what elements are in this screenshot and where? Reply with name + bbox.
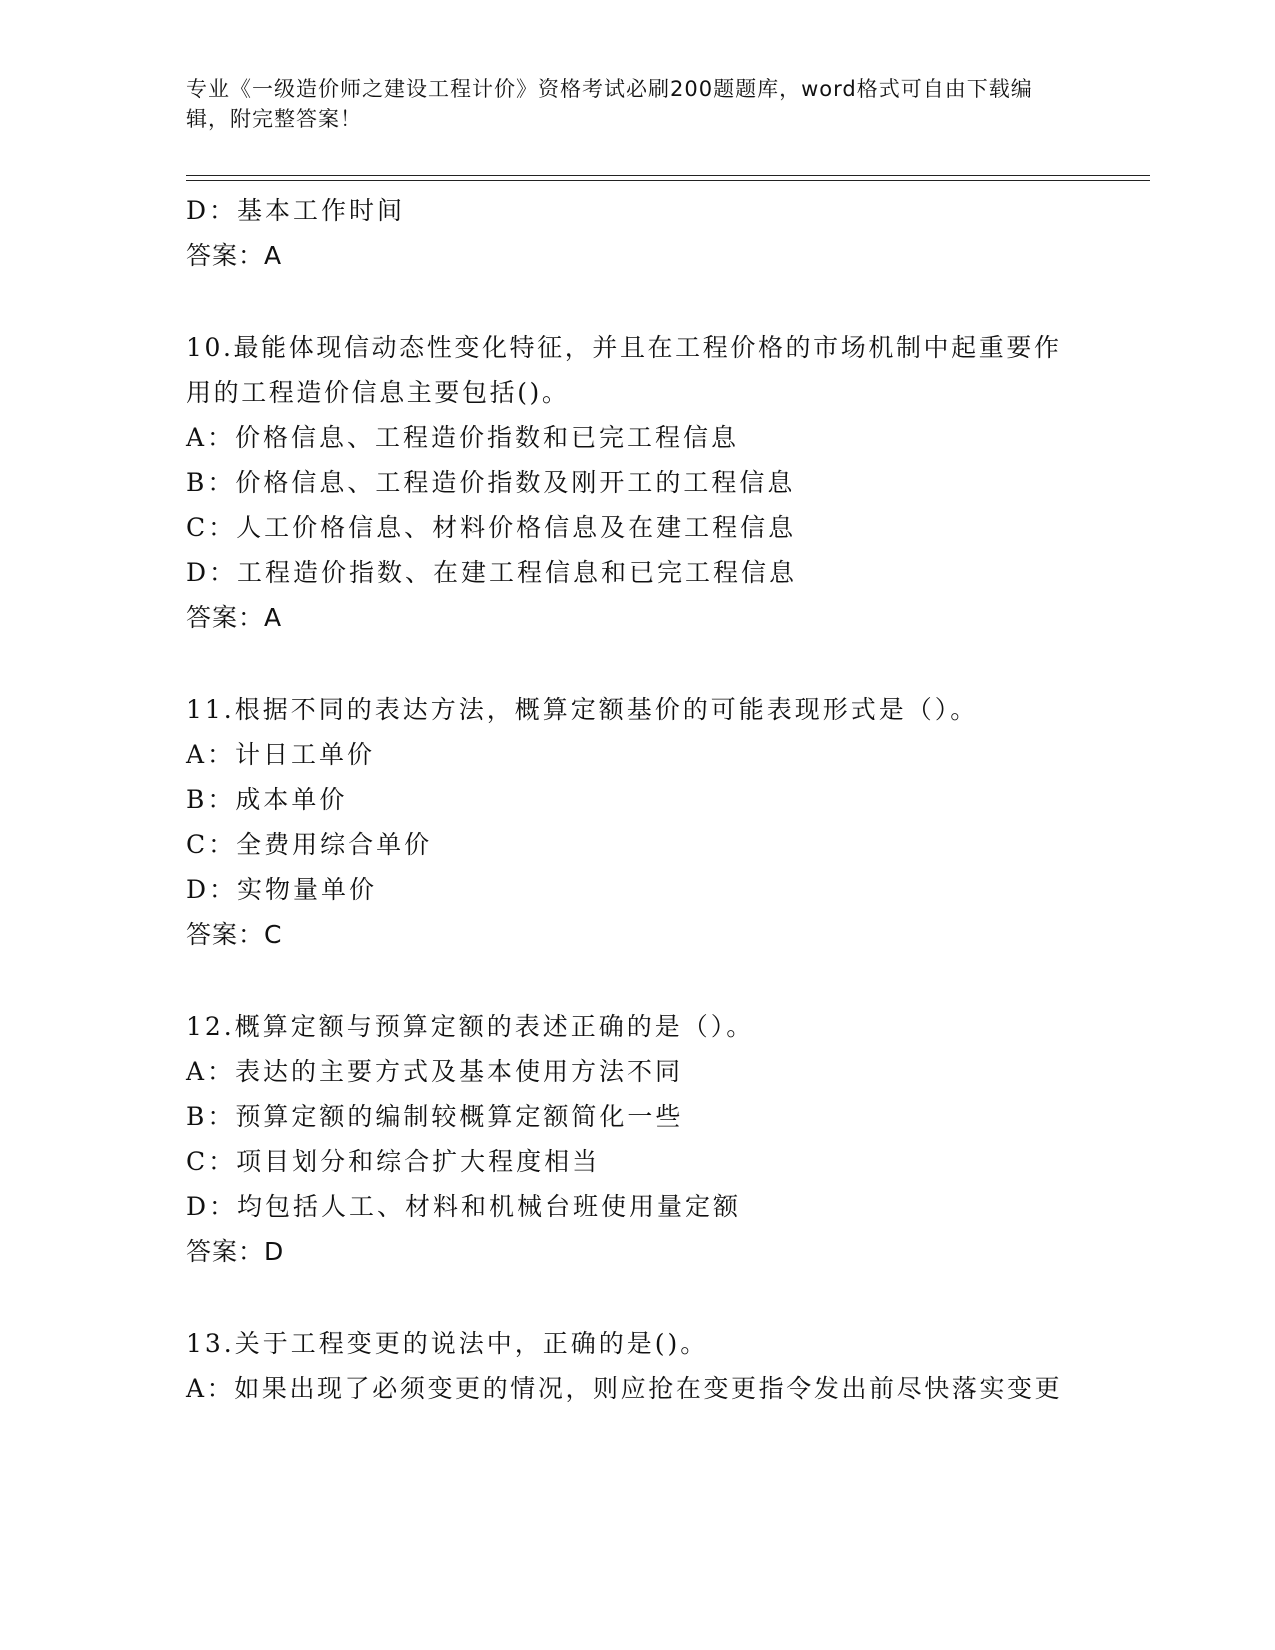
header-divider-bottom bbox=[186, 180, 1150, 181]
spacer bbox=[186, 640, 1086, 687]
spacer bbox=[186, 957, 1086, 1004]
option-a: A：计日工单价 bbox=[186, 740, 376, 769]
question-stem: 10.最能体现信动态性变化特征，并且在工程价格的市场机制中起重要作用的工程造价信息主要包括()。 bbox=[186, 333, 1062, 407]
option-a: A：表达的主要方式及基本使用方法不同 bbox=[186, 1057, 684, 1086]
option-d: D：工程造价指数、在建工程信息和已完工程信息 bbox=[186, 558, 798, 587]
spacer bbox=[186, 1274, 1086, 1321]
answer-line: 答案：D bbox=[186, 1237, 285, 1266]
question-13 bbox=[186, 1321, 1086, 1411]
option-d: D：均包括人工、材料和机械台班使用量定额 bbox=[186, 1192, 742, 1221]
option-b: B：预算定额的编制较概算定额简化一些 bbox=[186, 1102, 684, 1131]
option-a: A：如果出现了必须变更的情况，则应抢在变更指令发出前尽快落实变更 bbox=[186, 1374, 1063, 1403]
option-c: C：人工价格信息、材料价格信息及在建工程信息 bbox=[186, 513, 797, 542]
question-12 bbox=[186, 1004, 1086, 1274]
option-c: C：全费用综合单价 bbox=[186, 830, 433, 859]
answer-line: 答案：C bbox=[186, 920, 283, 949]
option-d: D：基本工作时间 bbox=[186, 196, 406, 225]
option-d: D：实物量单价 bbox=[186, 875, 378, 904]
question-stem: 13.关于工程变更的说法中，正确的是()。 bbox=[186, 1329, 709, 1358]
option-b: B：价格信息、工程造价指数及刚开工的工程信息 bbox=[186, 468, 796, 497]
question-10 bbox=[186, 325, 1086, 640]
answer-line: 答案：A bbox=[186, 241, 283, 270]
answer-line: 答案：A bbox=[186, 603, 283, 632]
option-a: A：价格信息、工程造价指数和已完工程信息 bbox=[186, 423, 740, 452]
option-c: C：项目划分和综合扩大程度相当 bbox=[186, 1147, 601, 1176]
question-stem: 11.根据不同的表达方法，概算定额基价的可能表现形式是（）。 bbox=[186, 695, 979, 724]
option-b: B：成本单价 bbox=[186, 785, 348, 814]
header-divider-top bbox=[186, 175, 1150, 176]
question-stem: 12.概算定额与预算定额的表述正确的是（）。 bbox=[186, 1012, 755, 1041]
question-11 bbox=[186, 687, 1086, 957]
question-list bbox=[186, 188, 1086, 1411]
document-header: 专业《一级造价师之建设工程计价》资格考试必刷200题题库，word格式可自由下载编辑，附完整答案！ bbox=[186, 77, 1033, 131]
question-9-tail bbox=[186, 188, 1086, 278]
spacer bbox=[186, 278, 1086, 325]
